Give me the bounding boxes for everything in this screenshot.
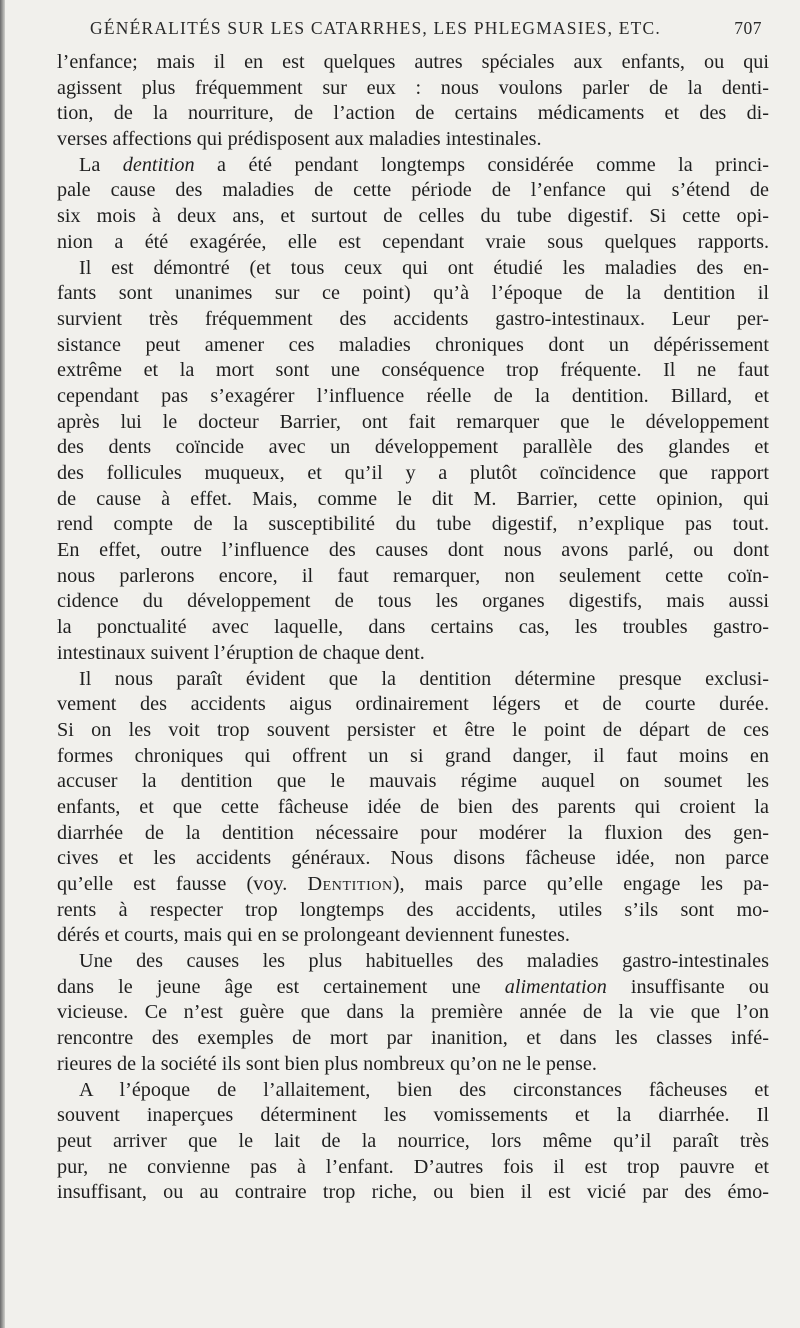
- text-line: agissent plus fréquemment sur eux : nous voulons parler de la denti-: [57, 76, 769, 99]
- cross-reference: Dentition: [307, 873, 393, 895]
- text-line: peut arriver que le lait de la nourrice, lors même qu’il paraît très: [57, 1129, 769, 1152]
- text-line: En effet, outre l’influence des causes dont nous avons parlé, ou dont: [57, 539, 769, 562]
- text-line: fants sont unanimes sur ce point) qu’à l’époque de la dentition il: [57, 282, 769, 305]
- text-line: cependant pas s’exagérer l’influence réelle de la dentition. Billard, et: [57, 384, 769, 407]
- text-line: accuser la dentition que le mauvais régime auquel on soumet les: [57, 770, 769, 793]
- text-line: Il nous paraît évident que la dentition détermine presque exclusi-: [79, 667, 769, 690]
- text-line: l’enfance; mais il en est quelques autres spéciales aux enfants, ou qui: [57, 51, 769, 73]
- text-line: A l’époque de l’allaitement, bien des circonstances fâcheuses et: [79, 1078, 769, 1101]
- emphasis-alimentation: alimentation: [504, 975, 607, 998]
- text-line: La dentition a été pendant longtemps considérée comme la princi-: [79, 153, 769, 176]
- text-line: rieures de la société ils sont bien plus nombreux qu’on ne le pense.: [57, 1052, 597, 1075]
- text-line: Une des causes les plus habituelles des maladies gastro-intestinales: [79, 950, 769, 973]
- text-line: rencontre des exemples de mort par inanition, et dans les classes infé-: [57, 1027, 769, 1050]
- text-line: tion, de la nourriture, de l’action de certains médicaments et des di-: [57, 102, 769, 125]
- text-line: sistance peut amener ces maladies chroniques dont un dépérissement: [57, 333, 769, 356]
- text-line: après lui le docteur Barrier, ont fait remarquer que le développement: [57, 410, 769, 433]
- text-line: des follicules muqueux, et qu’il y a plutôt coïncidence que rapport: [57, 462, 769, 484]
- text-line: cidence du développement de tous les organes digestifs, mais aussi: [57, 590, 769, 613]
- page-spine-shadow: [0, 0, 5, 1328]
- text-line: six mois à deux ans, et surtout de celles du tube digestif. Si cette opi-: [57, 205, 769, 228]
- text-line: de cause à effet. Mais, comme le dit M. Barrier, cette opinion, qui: [57, 487, 769, 510]
- text-line: Il est démontré (et tous ceux qui ont étudié les maladies des en-: [79, 256, 769, 279]
- text-line: souvent inaperçues déterminent les vomissements et la diarrhée. Il: [57, 1104, 769, 1127]
- text-line: Si on les voit trop souvent persister et être le point de départ de ces: [57, 718, 769, 741]
- text-line: extrême et la mort sont une conséquence trop fréquente. Il ne faut: [57, 359, 769, 382]
- text-line: la ponctualité avec laquelle, dans certains cas, les troubles gastro-: [57, 616, 769, 639]
- text-line: survient très fréquemment des accidents gastro-intestinaux. Leur per-: [57, 307, 769, 330]
- text-line: insuffisant, ou au contraire trop riche, ou bien il est vicié par des émo-: [57, 1181, 769, 1204]
- text-line: cives et les accidents généraux. Nous disons fâcheuse idée, non parce: [57, 847, 769, 870]
- emphasis-dentition: dentition: [122, 153, 195, 176]
- text-line: qu’elle est fausse (voy. Dentition), mais parce qu’elle engage les pa-: [57, 873, 769, 895]
- text-line: verses affections qui prédisposent aux maladies intestinales.: [57, 128, 542, 151]
- text-line: pur, ne convienne pas à l’enfant. D’autres fois il est trop pauvre et: [57, 1155, 769, 1178]
- text-line: nion a été exagérée, elle est cependant vraie sous quelques rapports.: [57, 230, 769, 253]
- text-line: rents à respecter trop longtemps des accidents, utiles s’ils sont mo-: [57, 898, 769, 921]
- page-number: 707: [734, 18, 762, 38]
- text-line: intestinaux suivent l’éruption de chaque dent.: [57, 641, 425, 664]
- text-line: nous parlerons encore, il faut remarquer, non seulement cette coïn-: [57, 564, 769, 587]
- body-text: [57, 50, 769, 1206]
- text-line: formes chroniques qui offrent un si grand danger, il faut moins en: [57, 744, 769, 767]
- text-line: diarrhée de la dentition nécessaire pour modérer la fluxion des gen-: [57, 821, 769, 844]
- text-line: enfants, et que cette fâcheuse idée de bien des parents qui croient la: [57, 795, 769, 818]
- running-title: GÉNÉRALITÉS SUR LES CATARRHES, LES PHLEGMASIES, ETC.: [90, 18, 661, 38]
- text-line: pale cause des maladies de cette période de l’enfance qui s’étend de: [57, 179, 769, 202]
- text-line: dans le jeune âge est certainement une alimentation insuffisante ou: [57, 975, 769, 998]
- text-line: vicieuse. Ce n’est guère que dans la première année de la vie que l’on: [57, 1001, 769, 1024]
- text-line: des dents coïncide avec un développement parallèle des glandes et: [57, 436, 769, 459]
- text-line: dérés et courts, mais qui en se prolongeant deviennent funestes.: [57, 924, 570, 947]
- text-line: vement des accidents aigus ordinairement légers et de courte durée.: [57, 693, 769, 716]
- text-line: rend compte de la susceptibilité du tube digestif, n’explique pas tout.: [57, 513, 769, 536]
